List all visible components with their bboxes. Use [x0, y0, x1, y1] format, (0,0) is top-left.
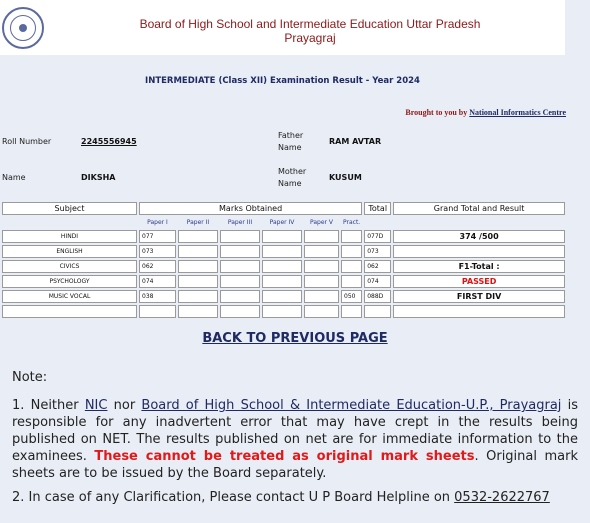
f1-total-label: F1-Total :	[393, 260, 565, 273]
note1-end: . Original mark sheets are to be issued by the Board separately.	[12, 449, 578, 481]
subject-cell: ENGLISH	[2, 245, 137, 258]
paper-cell	[304, 290, 339, 303]
mother-value: KUSUM	[329, 173, 362, 182]
total-cell: 088D	[364, 290, 391, 303]
father-value: RAM AVTAR	[329, 137, 382, 146]
paper-i-cell: 074	[139, 275, 176, 288]
paper-cell	[220, 230, 260, 243]
header-banner	[0, 0, 565, 55]
practical-cell	[341, 275, 362, 288]
paper-i-header: Paper I	[139, 217, 176, 228]
total-cell: 062	[364, 260, 391, 273]
table-row	[2, 245, 565, 258]
marks-header: Marks Obtained	[139, 202, 362, 215]
note1-nor: nor	[113, 398, 136, 413]
total-cell: 077D	[364, 230, 391, 243]
blank-cell	[364, 217, 391, 228]
grand-header: Grand Total and Result	[393, 202, 565, 215]
total-header: Total	[364, 202, 391, 215]
brought-by-line	[405, 108, 566, 117]
empty-cell	[364, 305, 391, 318]
paper-cell	[262, 260, 302, 273]
paper-i-cell: 073	[139, 245, 176, 258]
board-link[interactable]: Board of High School & Intermediate Education-U.P., Prayagraj	[141, 398, 562, 413]
paper-cell	[220, 245, 260, 258]
table-row	[2, 275, 565, 288]
marks-table	[0, 200, 567, 320]
total-cell: 074	[364, 275, 391, 288]
name-value: DIKSHA	[81, 173, 116, 182]
subject-cell: HINDI	[2, 230, 137, 243]
empty-cell	[304, 305, 339, 318]
note-1	[12, 397, 578, 482]
blank-cell	[393, 217, 565, 228]
helpline-phone: 0532-2622767	[454, 490, 550, 505]
paper-cell	[262, 275, 302, 288]
blank-cell	[2, 217, 137, 228]
paper-cell	[220, 260, 260, 273]
table-row	[2, 230, 565, 243]
table-row-empty	[2, 305, 565, 318]
practical-cell	[341, 245, 362, 258]
nic-link[interactable]: NIC	[84, 398, 108, 413]
roll-label: Roll Number	[2, 137, 52, 146]
paper-cell	[178, 245, 218, 258]
father-label-line1: Father	[278, 131, 304, 140]
paper-cell	[262, 245, 302, 258]
name-label: Name	[2, 173, 26, 182]
empty-cell	[220, 305, 260, 318]
nic-link[interactable]: National Informatics Centre	[469, 108, 566, 117]
paper-cell	[178, 230, 218, 243]
grand-total: 374 /500	[393, 230, 565, 243]
back-to-previous-page-link[interactable]: BACK TO PREVIOUS PAGE	[202, 331, 388, 346]
roll-value: 2245556945	[81, 137, 137, 146]
empty-cell	[341, 305, 362, 318]
paper-cell	[220, 290, 260, 303]
empty-cell	[2, 305, 137, 318]
paper-cell	[304, 260, 339, 273]
note1-prefix: 1. Neither	[12, 398, 79, 413]
paper-cell	[304, 275, 339, 288]
paper-cell	[262, 230, 302, 243]
note1-text: is responsible for any inadvertent error that may have crept in the results being published on NET. The results published on net are for immediate information to the examinees.	[12, 398, 579, 464]
paper-cell	[262, 290, 302, 303]
practical-cell: 050	[341, 290, 362, 303]
practical-header: Pract.	[343, 219, 361, 226]
empty-cell	[139, 305, 176, 318]
result-cell	[393, 245, 565, 258]
practical-cell	[341, 260, 362, 273]
mother-label-line2: Name	[278, 179, 302, 188]
subject-cell: PSYCHOLOGY	[2, 275, 137, 288]
paper-cell	[178, 260, 218, 273]
table-row	[2, 290, 565, 303]
logo-core	[19, 24, 27, 32]
result-status: PASSED	[393, 275, 565, 288]
board-location: Prayagraj	[284, 31, 336, 45]
logo-inner-ring	[10, 15, 36, 41]
subject-cell: MUSIC VOCAL	[2, 290, 137, 303]
paper-v-header: Paper V	[304, 217, 339, 228]
empty-cell	[262, 305, 302, 318]
total-cell: 073	[364, 245, 391, 258]
paper-iii-header: Paper III	[220, 217, 260, 228]
father-label-line2: Name	[278, 143, 302, 152]
brought-prefix: Brought to you by	[405, 108, 468, 117]
table-row	[2, 260, 565, 273]
subject-cell: CIVICS	[2, 260, 137, 273]
subject-header: Subject	[2, 202, 137, 215]
note-2	[12, 490, 578, 505]
paper-cell	[220, 275, 260, 288]
division-cell: FIRST DIV	[393, 290, 565, 303]
practical-cell	[341, 230, 362, 243]
paper-cell	[304, 230, 339, 243]
paper-iv-header: Paper IV	[262, 217, 302, 228]
note2-text: 2. In case of any Clarification, Please contact U P Board Helpline on	[12, 490, 451, 505]
note-heading: Note:	[12, 370, 48, 385]
empty-cell	[393, 305, 565, 318]
paper-cell	[178, 290, 218, 303]
board-title: Board of High School and Intermediate Education Uttar Pradesh	[139, 17, 481, 31]
exam-title: INTERMEDIATE (Class XII) Examination Result - Year 2024	[145, 76, 420, 86]
paper-cell	[304, 245, 339, 258]
paper-i-cell: 038	[139, 290, 176, 303]
paper-i-cell: 062	[139, 260, 176, 273]
paper-cell	[178, 275, 218, 288]
paper-i-cell: 077	[139, 230, 176, 243]
up-board-logo-icon	[2, 7, 44, 49]
empty-cell	[178, 305, 218, 318]
warning-text: These cannot be treated as original mark sheets	[94, 449, 475, 464]
paper-ii-header: Paper II	[178, 217, 218, 228]
mother-label-line1: Mother	[278, 167, 307, 176]
